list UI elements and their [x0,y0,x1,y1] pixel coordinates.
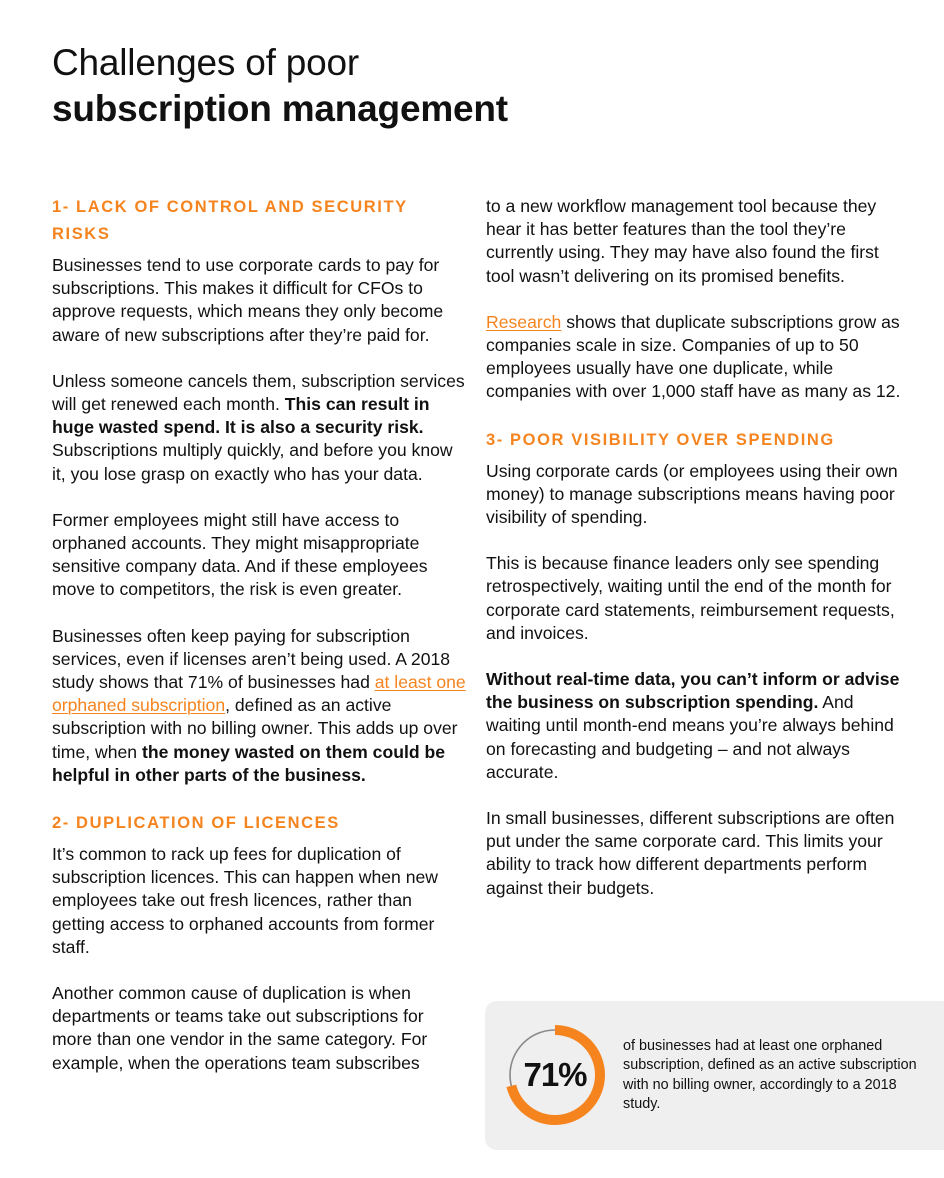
paragraph-retrospective-spending: This is because finance leaders only see spending retrospectively, waiting until the end of the month for corporate card statements, reimbursement requests, and invoices. [486,553,895,643]
page-title-line-1: Challenges of poor [52,42,359,83]
paragraph-workflow-tool: to a new workflow management tool because they hear it has better features than the tool they’re currently using. They may have also found the first tool wasn’t delivering on its promised benefits. [486,196,879,286]
text-run: And waiting until month-end means you’re always behind on forecasting and budgeting – and not always accurate. [486,692,894,782]
paragraph-former-employees: Former employees might still have access to orphaned accounts. They might misappropriate sensitive company data. And if these employees move to competitors, the risk is even greater. [52,509,428,600]
donut-chart [503,1023,607,1127]
paragraph-renewals [52,370,468,486]
paragraph-research [486,311,906,404]
stat-description: of businesses had at least one orphaned subscription, defined as an active subscription with no billing owner, accordingly to a 2018 study. [623,1038,917,1113]
paragraph-duplication-fees: It’s common to rack up fees for duplication of subscription licences. This can happen when new employees take out fresh licences, rather than getting access to orphaned accounts from former staff. [52,844,438,957]
emphasis-real-time-data: Without real-time data, you can’t inform or advise the business on subscription spending. [486,669,900,713]
section-heading-lack-of-control: 1- LACK OF CONTROL AND SECURITY RISKS [52,198,408,243]
emphasis-money-wasted: the money wasted on them could be helpful in other parts of the business. [52,741,446,785]
paragraph-duplication-cause: Another common cause of duplication is when departments or teams take out subscriptions for more than one vendor in the same category. For example, when the operations team subscribes [52,983,428,1073]
paragraph-orphaned-subscriptions [52,625,468,787]
page-title-line-2: subscription management [52,88,508,129]
research-link[interactable]: Research [486,311,562,332]
text-run: , defined as an active subscription with no billing owner. This adds up over time, when [52,695,458,762]
orphaned-subscription-link[interactable]: at least one orphaned subscription [52,672,466,716]
paragraph-corporate-cards: Businesses tend to use corporate cards to pay for subscriptions. This makes it difficult for CFOs to approve requests, which means they only become aware of new subscriptions after they’re paid for. [52,255,444,345]
text-run: Businesses often keep paying for subscription services, even if licenses aren’t being used. A 2018 study shows that 71% of businesses had [52,625,451,693]
section-heading-duplication: 2- DUPLICATION OF LICENCES [52,814,340,833]
paragraph-real-time-data [486,668,906,784]
paragraph-poor-visibility: Using corporate cards (or employees using their own money) to manage subscriptions means having poor visibility of spending. [486,460,898,528]
text-run: shows that duplicate subscriptions grow as companies scale in size. Companies of up to 50 employees usually have one duplicate, while companies with over 1,000 staff have as many as 12. [486,311,901,402]
text-run: Subscriptions multiply quickly, and before you know it, you lose grasp on exactly who has your data. [52,440,453,484]
page-title [52,40,508,132]
paragraph-small-businesses: In small businesses, different subscriptions are often put under the same corporate card. This limits your ability to track how different departments perform against their budgets. [486,808,895,898]
stat-callout-box [485,1001,944,1150]
left-column [52,194,468,1098]
right-column [486,195,906,923]
stat-value: 71% [523,1056,587,1093]
text-run: Unless someone cancels them, subscription services will get renewed each month. [52,370,465,415]
emphasis-security-risk: This can result in huge wasted spend. It is also a security risk. [52,394,430,438]
section-heading-poor-visibility: 3- POOR VISIBILITY OVER SPENDING [486,430,835,449]
